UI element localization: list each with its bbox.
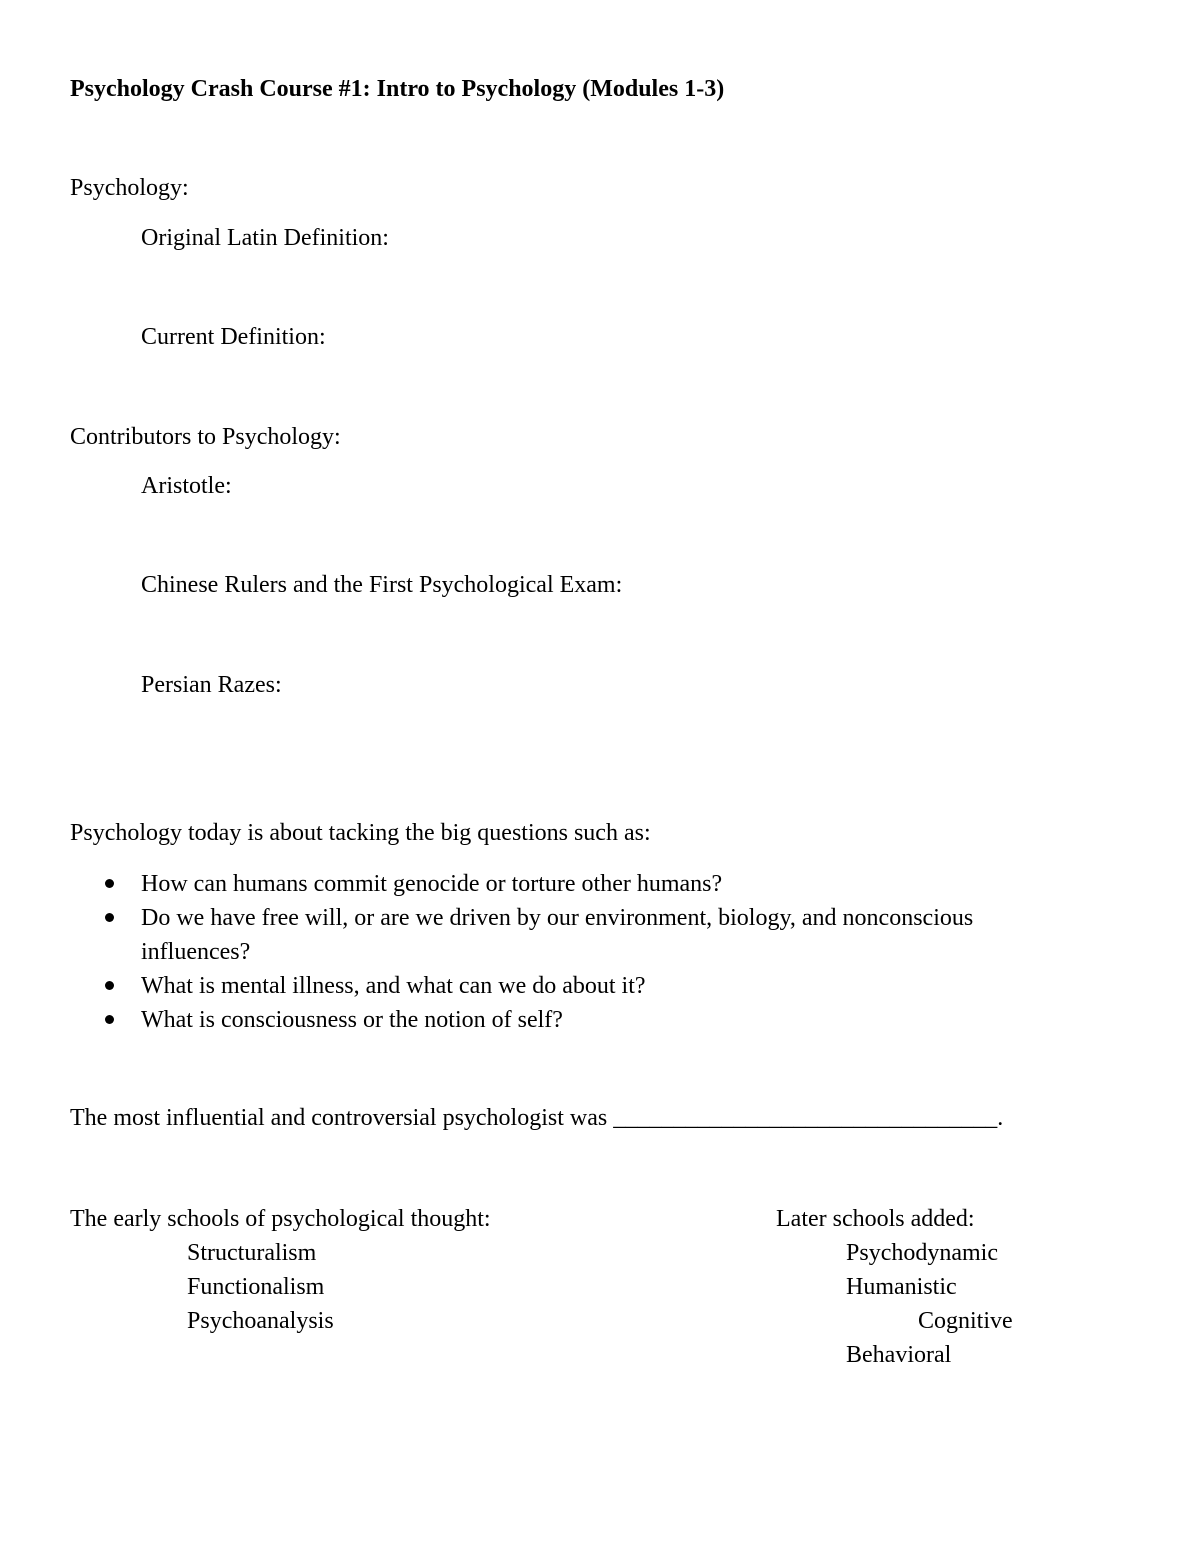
contributor-persian-razes: Persian Razes: — [141, 672, 282, 698]
psychology-heading: Psychology: — [70, 175, 189, 201]
early-school-item: Functionalism — [187, 1274, 325, 1300]
latin-definition-label: Original Latin Definition: — [141, 225, 389, 251]
contributor-chinese-rulers: Chinese Rulers and the First Psychological Exam: — [141, 572, 623, 598]
bullet-item: What is consciousness or the notion of self? — [141, 1007, 563, 1033]
early-school-item: Structuralism — [187, 1240, 317, 1266]
later-school-item: Psychodynamic — [846, 1240, 998, 1266]
bullet-dot-icon — [105, 1015, 114, 1024]
contributor-aristotle: Aristotle: — [141, 473, 232, 499]
early-school-item: Psychoanalysis — [187, 1308, 334, 1334]
influential-psychologist-sentence — [70, 1106, 1003, 1130]
later-school-item: Cognitive — [918, 1308, 1013, 1334]
influential-text: The most influential and controversial psychologist was — [70, 1105, 608, 1131]
bullet-item: What is mental illness, and what can we do about it? — [141, 973, 646, 999]
big-questions-intro: Psychology today is about tacking the big questions such as: — [70, 820, 651, 846]
later-school-item: Behavioral — [846, 1342, 952, 1368]
current-definition-label: Current Definition: — [141, 324, 326, 350]
page-title: Psychology Crash Course #1: Intro to Psychology (Modules 1-3) — [70, 76, 725, 102]
contributors-heading: Contributors to Psychology: — [70, 424, 341, 450]
bullet-dot-icon — [105, 913, 114, 922]
bullet-item: How can humans commit genocide or torture other humans? — [141, 871, 723, 897]
later-schools-heading: Later schools added: — [776, 1206, 975, 1232]
later-school-item: Humanistic — [846, 1274, 957, 1300]
early-schools-heading: The early schools of psychological thought: — [70, 1206, 491, 1232]
bullet-dot-icon — [105, 879, 114, 888]
bullet-dot-icon — [105, 981, 114, 990]
fill-in-blank: ________________________________. — [613, 1105, 1004, 1131]
bullet-item: Do we have free will, or are we driven by our environment, biology, and nonconscious — [141, 905, 974, 931]
bullet-item-continuation: influences? — [141, 939, 251, 965]
